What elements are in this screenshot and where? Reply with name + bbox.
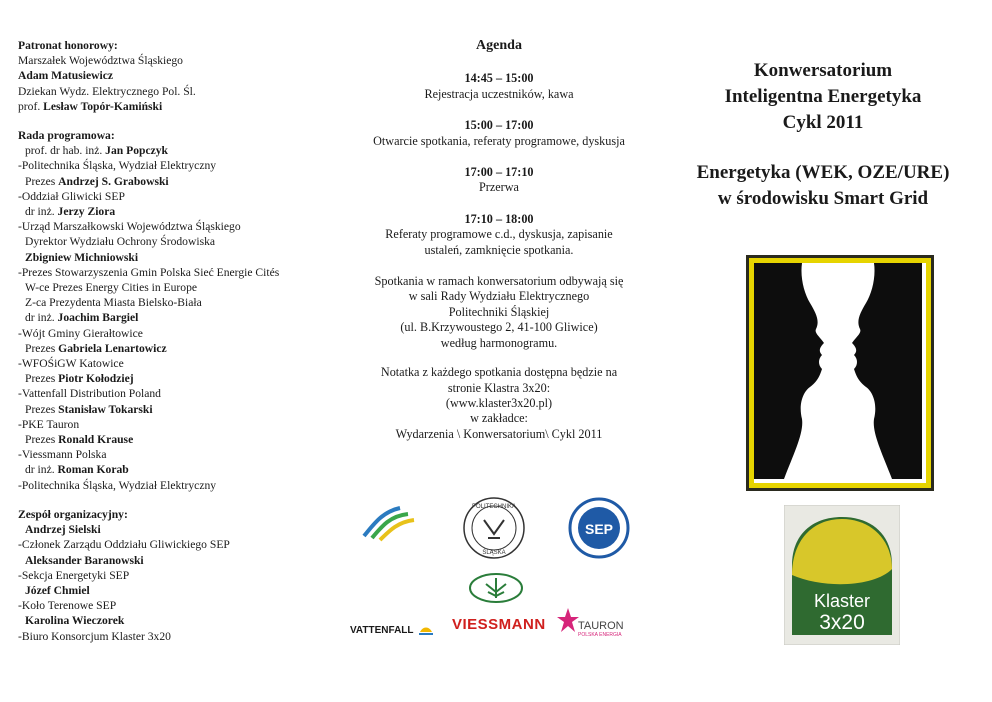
member-line <box>18 158 328 173</box>
cover-title-line: Inteligentna Energetyka <box>724 86 922 107</box>
member-name: Andrzej S. Grabowski <box>58 174 169 188</box>
member-role: Prezes <box>25 433 59 447</box>
cover-title-line: Konwersatorium <box>753 60 893 81</box>
klaster-logo-icon <box>784 505 900 645</box>
member-name: Karolina Wieczorek <box>25 614 125 628</box>
member-role: prof. dr hab. inż. <box>25 144 106 158</box>
member-role: dr inż. <box>25 463 58 477</box>
member-line <box>18 371 328 386</box>
agenda-time: 17:10 – 18:00 <box>464 211 534 226</box>
member-role: -Oddział Gliwicki SEP <box>18 189 125 203</box>
member-line <box>18 598 328 613</box>
waves-icon <box>360 502 418 542</box>
member-role: Z-ca Prezydenta Miasta Bielsko-Biała <box>25 296 202 310</box>
member-role: -Wójt Gminy Gierałtowice <box>18 326 143 340</box>
klaster-line2: 3x20 <box>819 611 865 634</box>
member-role: Dyrektor Wydziału Ochrony Środowiska <box>25 235 216 249</box>
cover-title <box>668 58 978 136</box>
member-line <box>18 234 328 249</box>
member-name: Gabriela Lenartowicz <box>58 341 167 355</box>
cover-subtitle <box>668 160 978 212</box>
member-role: -Członek Zarządu Oddziału Gliwickiego SEP <box>18 538 230 552</box>
member-role: Prezes <box>25 174 59 188</box>
member-line <box>18 189 328 204</box>
member-name: Ronald Krause <box>58 433 134 447</box>
waves-logo <box>360 502 418 547</box>
member-line <box>18 553 328 568</box>
note-text: Notatka z każdego spotkania dostępna będzie na stronie Klastra 3x20: (www.klaster3x20.pl) w zakładce: Wydarzenia \ Konwersatorium\ Cykl 2011 <box>380 365 618 441</box>
member-line <box>18 326 328 341</box>
member-line <box>18 174 328 189</box>
member-line <box>18 522 328 537</box>
member-line <box>18 568 328 583</box>
member-name: Józef Chmiel <box>25 583 90 597</box>
member-line <box>18 295 328 310</box>
member-line <box>18 402 328 417</box>
member-line <box>18 356 328 371</box>
member-line <box>18 629 328 644</box>
member-role: -Politechnika Śląska, Wydział Elektryczny <box>18 478 217 492</box>
viessmann-logo <box>452 616 546 634</box>
member-name: Aleksander Baranowski <box>25 553 144 567</box>
member-name: Roman Korab <box>57 463 129 477</box>
member-line <box>18 310 328 325</box>
member-line <box>18 478 328 493</box>
member-line <box>18 537 328 552</box>
member-name: Piotr Kołodziej <box>58 372 134 386</box>
member-name: Zbigniew Michniowski <box>25 250 139 264</box>
vattenfall-logo <box>350 620 434 638</box>
cover-column <box>668 58 978 212</box>
member-name: Jerzy Ziora <box>57 205 116 219</box>
member-line <box>18 265 328 280</box>
member-line <box>18 432 328 447</box>
agenda-time: 15:00 – 17:00 <box>464 118 534 133</box>
rada-list <box>18 143 328 493</box>
agenda-item <box>340 118 658 149</box>
politechnika-label: POLITECHNIKA <box>471 504 517 510</box>
member-name: Andrzej Sielski <box>25 523 101 537</box>
member-role: -WFOŚiGW Katowice <box>18 357 124 371</box>
patronat-prof <box>18 99 328 114</box>
faces-vase-illustration <box>746 255 934 491</box>
cover-subtitle-line: w środowisku Smart Grid <box>717 188 929 209</box>
member-role: W-ce Prezes Energy Cities in Europe <box>25 281 198 295</box>
leaf-icon <box>468 572 524 604</box>
agenda-column <box>340 38 658 456</box>
member-role: -Koło Terenowe SEP <box>18 599 117 613</box>
agenda-item <box>340 165 658 196</box>
patronat-prof-name: Lesław Topór-Kamiński <box>43 99 163 113</box>
member-role: -Prezes Stowarzyszenia Gmin Polska Sieć Energie Cités <box>18 265 280 279</box>
tauron-label: TAURON <box>578 620 624 632</box>
member-line <box>18 462 328 477</box>
agenda-time: 14:45 – 15:00 <box>464 71 534 86</box>
tauron-text-block <box>578 620 624 638</box>
sep-seal-icon <box>568 496 630 560</box>
member-name: Joachim Bargiel <box>57 311 139 325</box>
patronat-list <box>18 53 328 99</box>
member-name: Stanisław Tokarski <box>58 402 153 416</box>
member-role: -PKE Tauron <box>18 417 80 431</box>
member-role: -Vattenfall Distribution Poland <box>18 387 161 401</box>
member-role: -Politechnika Śląska, Wydział Elektryczny <box>18 159 217 173</box>
member-role: -Biuro Konsorcjum Klaster 3x20 <box>18 629 171 643</box>
member-role: dr inż. <box>25 205 58 219</box>
patronat-line: Dziekan Wydz. Elektrycznego Pol. Śl. <box>18 84 196 98</box>
agenda-time: 17:00 – 17:10 <box>464 165 534 180</box>
faces-vase-frame <box>749 258 931 488</box>
vattenfall-sun-icon <box>418 622 434 636</box>
politechnika-slaska-logo <box>458 494 530 567</box>
faces-silhouette-icon <box>754 263 922 479</box>
member-line <box>18 143 328 158</box>
agenda-title: Agenda <box>476 38 522 53</box>
agenda-desc: Referaty programowe c.d., dyskusja, zapisanie ustaleń, zamknięcie spotkania. <box>385 227 613 257</box>
patronat-line: Marszałek Województwa Śląskiego <box>18 54 183 68</box>
member-line <box>18 417 328 432</box>
member-line <box>18 583 328 598</box>
member-line <box>18 386 328 401</box>
agenda-items <box>340 71 658 258</box>
patronat-prof-prefix: prof. <box>18 99 44 113</box>
cover-subtitle-line: Energetyka (WEK, OZE/URE) <box>696 162 950 183</box>
member-line <box>18 341 328 356</box>
agenda-item <box>340 212 658 258</box>
member-line <box>18 250 328 265</box>
member-line <box>18 447 328 462</box>
agenda-item <box>340 71 658 102</box>
zespol-heading: Zespół organizacyjny: <box>18 507 128 521</box>
member-role: -Sekcja Energetyki SEP <box>18 568 130 582</box>
member-line <box>18 280 328 295</box>
member-name: Jan Popczyk <box>105 144 168 158</box>
klaster-line1: Klaster <box>813 591 871 611</box>
member-role: Prezes <box>25 341 59 355</box>
politechnika-seal-icon <box>458 494 530 562</box>
agenda-desc: Rejestracja uczestników, kawa <box>424 86 574 101</box>
left-column <box>18 38 328 644</box>
zespol-list <box>18 522 328 644</box>
cover-title-line: Cykl 2011 <box>782 112 864 133</box>
patronat-heading: Patronat honorowy: <box>18 39 118 52</box>
member-role: dr inż. <box>25 311 58 325</box>
member-line <box>18 219 328 234</box>
slaska-label: ŚLĄSKA <box>482 550 506 556</box>
rada-heading: Rada programowa: <box>18 129 115 143</box>
sep-label: SEP <box>584 521 614 537</box>
location-text: Spotkania w ramach konwersatorium odbywają się w sali Rady Wydziału Elektrycznego Politechniki Śląskiej (ul. B.Krzywoustego 2, 41-100 Gliwice) według harmonogramu. <box>374 274 624 350</box>
viessmann-label: VIESSMANN <box>452 616 546 633</box>
vattenfall-label: VATTENFALL <box>350 625 414 636</box>
sep-logo <box>568 496 630 565</box>
agenda-desc: Przerwa <box>479 180 519 195</box>
member-role: Prezes <box>25 402 59 416</box>
member-role: Prezes <box>25 372 59 386</box>
tauron-star-icon <box>556 606 580 634</box>
member-line <box>18 613 328 628</box>
member-line <box>18 204 328 219</box>
tauron-sub-label: POLSKA ENERGIA <box>578 632 622 638</box>
member-role: -Viessmann Polska <box>18 448 107 462</box>
wfosigw-logo <box>468 572 524 609</box>
klaster-3x20-logo <box>784 505 900 645</box>
agenda-desc: Otwarcie spotkania, referaty programowe, dyskusja <box>373 133 625 148</box>
patronat-line: Adam Matusiewicz <box>18 69 113 83</box>
member-role: -Urząd Marszałkowski Województwa Śląskiego <box>18 220 241 234</box>
